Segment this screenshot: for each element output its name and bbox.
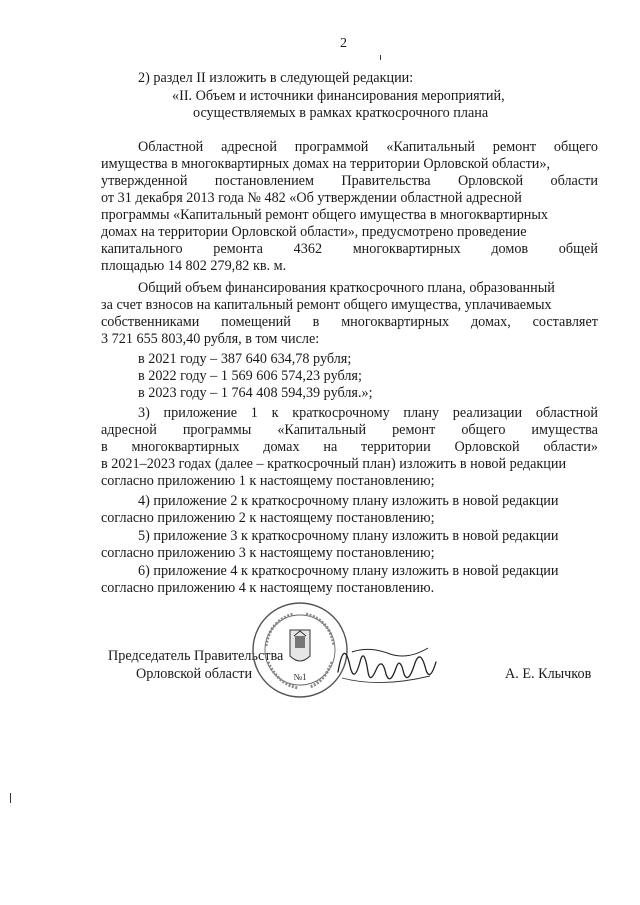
item5-line-1: 5) приложение 3 к краткосрочному плану изложить в новой редакции (138, 528, 559, 544)
item3-line-1: 3) приложение 1 к краткосрочному плану реализации областной (138, 405, 598, 421)
heading-line-1: «II. Объем и источники финансирования мероприятий, (172, 88, 505, 104)
scan-mark (10, 793, 11, 803)
page-number: 2 (340, 36, 347, 51)
para2-line-2: за счет взносов на капитальный ремонт общего имущества, уплачиваемых (101, 297, 552, 313)
item6-line-2: согласно приложению 4 к настоящему постановлению. (101, 580, 435, 596)
para1-line-5: программы «Капитальный ремонт общего имущества в многоквартирных (101, 207, 549, 223)
handwritten-signature-icon (330, 632, 440, 692)
item4-line-2: согласно приложению 2 к настоящему постановлению; (101, 510, 435, 526)
signatory-title-line-2: Орловской области (136, 666, 253, 682)
para1-line-6: домах на территории Орловской области», предусмотрено проведение (101, 224, 527, 240)
signatory-title-line-1: Председатель Правительства (108, 648, 284, 664)
para1-line-2: имущества в многоквартирных домах на территории Орловской области», (101, 156, 551, 172)
item3-line-2: адресной программы «Капитальный ремонт общего имущества (101, 422, 598, 438)
para1-line-7: капитального ремонта 4362 многоквартирных домов общей (101, 241, 598, 257)
para2-line-4: 3 721 655 803,40 рубля, в том числе: (101, 331, 320, 347)
heading-line-2: осуществляемых в рамках краткосрочного плана (193, 105, 489, 121)
para2-line-1: Общий объем финансирования краткосрочного плана, образованный (138, 280, 555, 296)
intro-line: 2) раздел II изложить в следующей редакции: (138, 70, 414, 86)
year-2021-line: в 2021 году – 387 640 634,78 рубля; (138, 351, 352, 367)
item3-line-4: в 2021–2023 годах (далее – краткосрочный план) изложить в новой редакции (101, 456, 567, 472)
signatory-name: А. Е. Клычков (505, 666, 592, 682)
para1-line-4: от 31 декабря 2013 года № 482 «Об утверждении областной адресной (101, 190, 522, 206)
para1-line-8: площадью 14 802 279,82 кв. м. (101, 258, 287, 274)
para1-line-3: утвержденной постановлением Правительства Орловской области (101, 173, 598, 189)
scan-mark (380, 55, 381, 60)
year-2023-line: в 2023 году – 1 764 408 594,39 рубля.»; (138, 385, 373, 401)
item3-line-5: согласно приложению 1 к настоящему постановлению; (101, 473, 435, 489)
item6-line-1: 6) приложение 4 к краткосрочному плану изложить в новой редакции (138, 563, 559, 579)
para2-line-3: собственниками помещений в многоквартирных домах, составляет (101, 314, 598, 330)
item5-line-2: согласно приложению 3 к настоящему постановлению; (101, 545, 435, 561)
item4-line-1: 4) приложение 2 к краткосрочному плану изложить в новой редакции (138, 493, 559, 509)
year-2022-line: в 2022 году – 1 569 606 574,23 рубля; (138, 368, 362, 384)
item3-line-3: в многоквартирных домах на территории Орловской области» (101, 439, 598, 455)
seal-number: №1 (293, 672, 307, 682)
para1-line-1: Областной адресной программой «Капитальный ремонт общего (138, 139, 598, 155)
